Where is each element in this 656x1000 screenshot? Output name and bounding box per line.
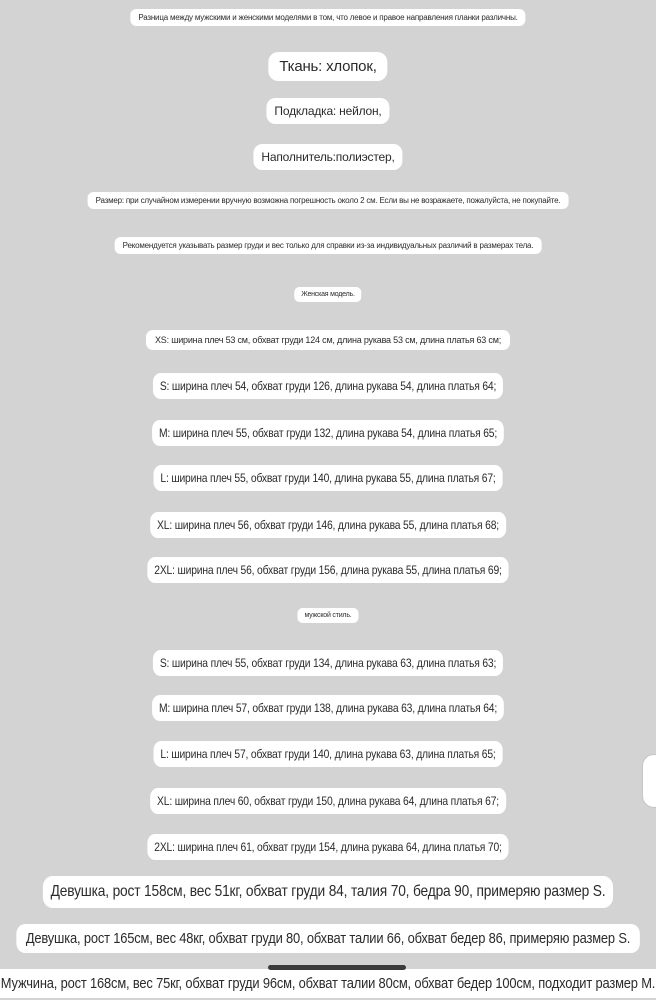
male-size-m: M: ширина плеч 57, обхват груди 138, длина рукава 63, длина платья 64; bbox=[152, 695, 504, 721]
note-recommendation: Рекомендуется указывать размер груди и вес только для справки из-за индивидуальных различий в размерах тела. bbox=[115, 237, 542, 254]
example-female-2: Девушка, рост 165см, вес 48кг, обхват груди 80, обхват талии 66, обхват бедер 86, примеряю размер S. bbox=[16, 924, 639, 953]
female-size-s: S: ширина плеч 54, обхват груди 126, длина рукава 54, длина платья 64; bbox=[153, 373, 503, 399]
male-size-s: S: ширина плеч 55, обхват груди 134, длина рукава 63, длина платья 63; bbox=[153, 650, 503, 676]
female-size-xl: XL: ширина плеч 56, обхват груди 146, длина рукава 55, длина платья 68; bbox=[150, 512, 506, 538]
example-female-1: Девушка, рост 158см, вес 51кг, обхват груди 84, талия 70, бедра 90, примеряю размер S. bbox=[43, 876, 613, 908]
male-section-header: мужской стиль. bbox=[297, 608, 358, 623]
male-size-l: L: ширина плеч 57, обхват груди 140, длина рукава 63, длина платья 65; bbox=[154, 741, 503, 767]
female-size-m: M: ширина плеч 55, обхват груди 132, длина рукава 54, длина платья 65; bbox=[152, 420, 504, 446]
note-difference: Разница между мужскими и женскими моделями в том, что левое и правое направления планки различны. bbox=[130, 9, 525, 26]
female-size-xs: XS: ширина плеч 53 см, обхват груди 124 см, длина рукава 53 см, длина платья 63 см; bbox=[146, 330, 510, 350]
note-lining: Подкладка: нейлон, bbox=[266, 98, 389, 124]
note-size-error: Размер: при случайном измерении вручную возможна погрешность около 2 см. Если вы не возражаете, пожалуйста, не покупайте. bbox=[88, 192, 569, 209]
female-size-l: L: ширина плеч 55, обхват груди 140, длина рукава 55, длина платья 67; bbox=[154, 465, 503, 491]
example-male-1: Мужчина, рост 168см, вес 75кг, обхват груди 96см, обхват талии 80см, обхват бедер 100см, подходит размер M. bbox=[0, 969, 656, 998]
female-section-header: Женская модель. bbox=[294, 287, 361, 302]
male-size-xl: XL: ширина плеч 60, обхват груди 150, длина рукава 64, длина платья 67; bbox=[150, 788, 506, 814]
male-size-2xl: 2XL: ширина плеч 61, обхват груди 154, длина рукава 64, длина платья 70; bbox=[147, 834, 508, 860]
female-size-2xl: 2XL: ширина плеч 56, обхват груди 156, длина рукава 55, длина платья 69; bbox=[147, 557, 508, 583]
home-indicator[interactable] bbox=[268, 965, 406, 970]
note-filler: Наполнитель:полиэстер, bbox=[253, 144, 402, 170]
note-fabric: Ткань: хлопок, bbox=[268, 52, 387, 81]
side-scroll-handle[interactable] bbox=[642, 754, 656, 808]
